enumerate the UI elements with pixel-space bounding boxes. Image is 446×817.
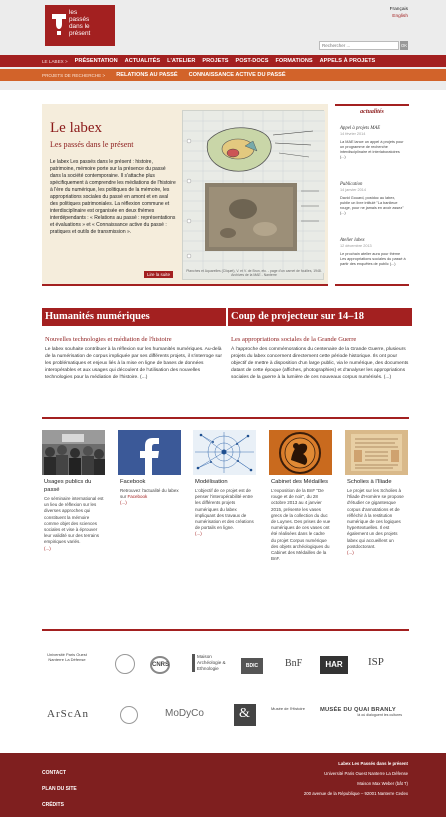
partner-ampersand-logo[interactable] bbox=[234, 704, 256, 726]
tile-title[interactable]: Cabinet des Médailles bbox=[271, 479, 329, 485]
block-heading[interactable]: Humanités numériques bbox=[42, 308, 226, 326]
logo-line-2: passés bbox=[69, 16, 90, 23]
feature-panel bbox=[42, 104, 328, 286]
ampersand-icon: & bbox=[239, 706, 250, 721]
block-text: Le labex souhaite contribuer à la réflexion sur les humanités numériques. Au-delà de la numérisation de corpus impliquée par ses différents projets, il s'interroge sur les problématiques et enjeux liés à la mise en ligne de bases de données interopérables et aux usages qui découlent de l'utilisation des nouvelles technologies pour la médiation de l'histoire. (...) bbox=[45, 347, 222, 380]
search-input[interactable] bbox=[319, 41, 399, 50]
news-item-text: David Gouard, postdoc au labex, publie un livre intitulé "La banlieue rouge, pour ne jamais en avoir assez" (...) bbox=[340, 196, 404, 215]
tile-image bbox=[269, 430, 332, 475]
feature-title: Le labex bbox=[50, 120, 103, 136]
site-logo[interactable] bbox=[45, 5, 115, 46]
nav-item-atelier[interactable]: L'ATELIER bbox=[167, 58, 196, 64]
partner-logo-har[interactable] bbox=[320, 656, 348, 674]
facebook-icon bbox=[118, 430, 181, 475]
news-sidebar bbox=[335, 104, 409, 286]
logo-line-3: dans le bbox=[69, 23, 90, 30]
block-subheading: Les appropriations sociales de la Grande Guerre bbox=[231, 336, 357, 343]
news-heading: actualités bbox=[335, 104, 409, 118]
primary-nav bbox=[0, 55, 446, 67]
facebook-link[interactable]: Facebook bbox=[127, 494, 148, 500]
tile-more-link[interactable]: (...) bbox=[347, 550, 354, 556]
tile-more-link[interactable]: (...) bbox=[44, 545, 51, 551]
subnav-item-relations[interactable]: RELATIONS AU PASSÉ bbox=[116, 72, 178, 78]
footer-link-contact[interactable]: CONTACT bbox=[42, 770, 67, 776]
nav-current-section[interactable]: LE LABEX > bbox=[42, 58, 68, 64]
tile-image bbox=[193, 430, 256, 475]
tile-modelisation[interactable] bbox=[193, 430, 256, 610]
tile-text-body: Le projet sur les Scholies à l'Iliade d'Homère se propose d'étudier ce gigantesque corpus d'annotations et de réfléchir à la restitution numérique de ces logiques hypertextuelles. Il est également un des projets labex qui accueillent un postdoctorant. bbox=[347, 488, 404, 549]
subnav-item-connaissance[interactable]: CONNAISSANCE ACTIVE DU PASSÉ bbox=[188, 72, 286, 78]
photo-caption: Planches et Aquarelles (Cliquet), V. et V. de Brun, etc. - page d'un carnet de fouilles, 1948. Archives de la MAE - Nanterre bbox=[186, 269, 322, 277]
tile-image bbox=[118, 430, 181, 475]
projecteur-14-18-block bbox=[228, 308, 412, 428]
block-subheading: Nouvelles technologies et médiation de l'histoire bbox=[45, 336, 172, 343]
footer-link-credits[interactable]: CRÉDITS bbox=[42, 802, 64, 808]
partner-name: BnF bbox=[285, 658, 303, 669]
news-item-text: Le prochain atelier aura pour thème Les appropriations sociales du passé à partir des enquêtes de public (...) bbox=[340, 252, 406, 266]
partner-name: HAR bbox=[325, 660, 343, 669]
logo-line-4: présent bbox=[69, 30, 91, 37]
nav-item-actualites[interactable]: ACTUALITÉS bbox=[124, 58, 161, 64]
feature-text: Le labex Les passés dans le présent : histoire, patrimoine, mémoire porte sur la présence du passé dans la société contemporaine. Il s'attache plus spécifiquement à comprendre les médiations de l'histoire à l'ère du numérique, les politiques de la mémoire, les appropriations sociales du passé en amont et en aval des politiques patrimoniales. La réflexion commune et interdisciplinaire est organisée en deux thèmes interdépendants : « Relations au passé : représentations et évaluations » et « Connaissance active du passé : pratiques et outils de transmission ». bbox=[50, 159, 176, 235]
tile-more-link[interactable]: (...) bbox=[120, 500, 127, 506]
partner-name: Maison Archéologie & Ethnologie bbox=[197, 654, 226, 671]
tile-text bbox=[44, 496, 104, 552]
footer-link-plan[interactable]: PLAN DU SITE bbox=[42, 786, 77, 792]
tile-text-body: Retrouvez l'actualité du labex sur bbox=[120, 488, 179, 500]
lang-current[interactable]: Français bbox=[389, 7, 408, 12]
site-header bbox=[0, 0, 446, 52]
greek-vase-image bbox=[269, 430, 332, 475]
partner-name: CNRS bbox=[152, 662, 170, 668]
partner-logo-bdic[interactable] bbox=[241, 658, 263, 674]
secondary-nav bbox=[0, 69, 446, 81]
tile-text: L'exposition de la BnF "De rouge et de noir", du 28 octobre 2013 au 4 janvier 2015, présente les vases grecs de la collection du duc de Luynes. Des prises de vue numériques de ces vases ont été réalisées dans le cadre du projet Corpus numérique des objets archéologiques du Cabinet des Médailles de la BnF. bbox=[271, 488, 331, 562]
footer-address-line: Maison Max Weber (bât T) bbox=[357, 781, 408, 786]
footer-org-name: Labex Les Passés dans le présent bbox=[338, 761, 408, 766]
partner-logo-arscan[interactable] bbox=[47, 708, 89, 720]
tile-text-body: L'objectif de ce projet est de penser l'interopérabilité entre les différents projets numériques du labex impliquant des travaux de numérisation et des créations de portails en ligne. bbox=[195, 488, 254, 531]
tile-cabinet-medailles[interactable] bbox=[269, 430, 332, 610]
tile-facebook[interactable] bbox=[118, 430, 181, 610]
news-item-date: 12 décembre 2013 bbox=[340, 244, 372, 248]
search-box bbox=[319, 41, 408, 50]
partner-logo-cnrs[interactable] bbox=[150, 656, 170, 674]
news-item-date: 14 février 2014 bbox=[340, 132, 366, 136]
humanites-numeriques-block bbox=[42, 308, 226, 428]
search-button[interactable]: OK bbox=[400, 43, 408, 48]
feature-subtitle: Les passés dans le présent bbox=[50, 140, 134, 149]
partner-name: ISP bbox=[368, 656, 384, 668]
logo-line-1: les bbox=[69, 9, 78, 16]
feature-photo[interactable] bbox=[182, 110, 324, 280]
partner-logo-isp[interactable] bbox=[368, 656, 384, 668]
lang-english[interactable]: English bbox=[392, 14, 408, 19]
news-item-title[interactable]: Atelier labex bbox=[340, 238, 365, 243]
tile-text bbox=[195, 488, 255, 538]
nav-item-post-docs[interactable]: POST-DOCS bbox=[235, 58, 269, 64]
crowd-photo-image bbox=[42, 430, 105, 475]
news-item[interactable] bbox=[340, 238, 406, 267]
nav-item-formations[interactable]: FORMATIONS bbox=[275, 58, 313, 64]
logo-text bbox=[69, 9, 113, 37]
block-heading[interactable]: Coup de projecteur sur 14–18 bbox=[228, 308, 412, 326]
partner-emblem-logo[interactable] bbox=[120, 706, 138, 724]
footer-links bbox=[42, 765, 77, 813]
field-notebook-image bbox=[183, 111, 325, 273]
partner-tagline: là où dialoguent les cultures bbox=[357, 713, 402, 717]
partner-name: Université Paris Ouest Nanterre La Défense bbox=[47, 652, 87, 662]
tile-more-link[interactable]: (...) bbox=[195, 531, 202, 537]
news-item-title[interactable]: Appel à projets MAE bbox=[340, 126, 381, 131]
news-item[interactable] bbox=[340, 126, 406, 160]
tile-title[interactable]: Modélisation bbox=[195, 479, 228, 485]
logo-mark-icon bbox=[51, 12, 67, 36]
nav-item-projets[interactable]: PROJETS bbox=[202, 58, 229, 64]
news-item-text: La MAE lance un appel à projets pour un programme de recherche interdisciplinaire et interlaboratoires (...) bbox=[340, 140, 404, 159]
partner-logo-mae[interactable] bbox=[192, 654, 226, 672]
subnav-current-section[interactable]: PROJETS DE RECHERCHE > bbox=[42, 72, 106, 78]
network-image bbox=[193, 430, 256, 475]
tile-title[interactable]: Usages publics du passé bbox=[44, 479, 92, 493]
tile-text bbox=[120, 488, 180, 507]
footer-address-line: 200 avenue de la République – 92001 Nanterre Cedex bbox=[303, 791, 408, 796]
language-switcher bbox=[390, 6, 408, 20]
partner-name: MUSÉE DU QUAI BRANLY bbox=[320, 707, 396, 713]
tile-scholies[interactable] bbox=[345, 430, 408, 610]
tile-usages-publics[interactable] bbox=[42, 430, 105, 610]
partner-logo-musee-histoire[interactable] bbox=[268, 706, 308, 711]
partner-name: ArScAn bbox=[47, 708, 90, 720]
partner-logo-bnf[interactable] bbox=[285, 658, 302, 669]
tile-text bbox=[347, 488, 407, 556]
partner-name: Musée de l'Histoire bbox=[271, 706, 305, 711]
partner-seal-logo[interactable] bbox=[115, 654, 135, 674]
manuscript-image bbox=[345, 430, 408, 475]
news-item-date: 14 janvier 2014 bbox=[340, 188, 366, 192]
tile-image bbox=[345, 430, 408, 475]
section-divider bbox=[42, 417, 409, 419]
main-content bbox=[0, 90, 446, 753]
footer-address bbox=[304, 759, 408, 799]
news-item-title[interactable]: Publication bbox=[340, 182, 363, 187]
partner-name: BDIC bbox=[245, 663, 259, 669]
section-divider bbox=[42, 629, 409, 631]
news-item[interactable] bbox=[340, 182, 406, 216]
tile-image bbox=[42, 430, 105, 475]
tile-text-body: Ce séminaire international est un lieu de réflexion sur les diverses approches qui constituent la mémoire comme objet des sciences sociales et vise à éprouver leur validité sur des terrains empiriques variés. bbox=[44, 496, 104, 545]
read-more-button[interactable]: Lire la suite bbox=[144, 271, 173, 278]
partner-name: MoDyCo bbox=[165, 708, 204, 719]
partner-logo-paris-ouest[interactable] bbox=[47, 652, 87, 662]
partner-logo-quai-branly[interactable] bbox=[320, 707, 410, 717]
nav-item-appels[interactable]: APPELS À PROJETS bbox=[319, 58, 376, 64]
partner-logo-modyco[interactable] bbox=[165, 708, 204, 719]
tile-title[interactable]: Facebook bbox=[120, 479, 146, 485]
tile-title[interactable]: Scholies à l'Iliade bbox=[347, 479, 392, 485]
site-footer bbox=[0, 753, 446, 817]
nav-item-presentation[interactable]: PRÉSENTATION bbox=[74, 58, 118, 64]
block-text: À l'approche des commémorations du centenaire de la Grande Guerre, plusieurs projets du labex concernent directement cette période historique. Ils ont pour objectif de mettre à disposition d'un large public, via le numérique, des documents datant de cette époque (affiches, photographies) et d'analyser les appropriations sociales de la guerre à la lumière de ces nouveaux corpus numérisés. (...) bbox=[231, 347, 409, 380]
footer-address-line: Université Paris Ouest Nanterre La Défense bbox=[324, 771, 408, 776]
